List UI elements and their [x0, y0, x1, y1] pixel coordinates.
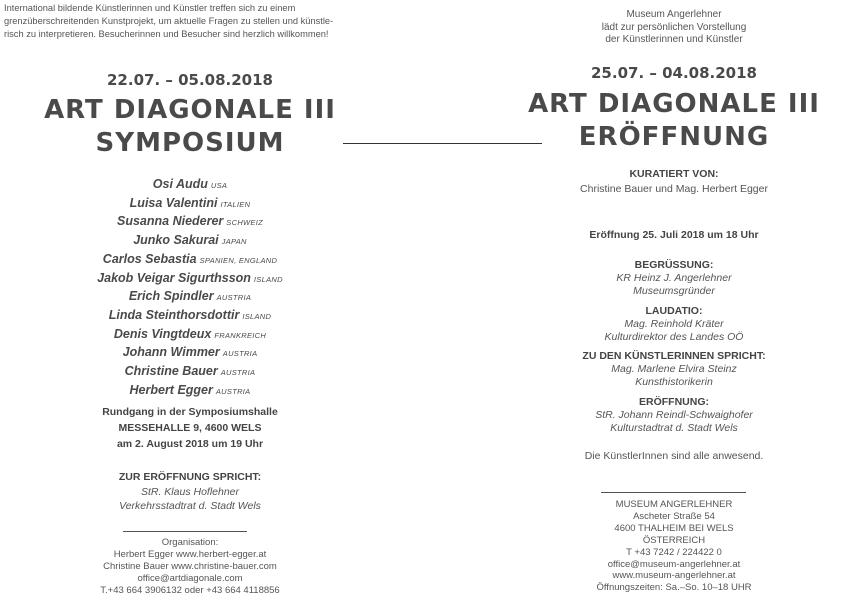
artist-name: Luisa Valentini	[129, 195, 218, 210]
opening-date-range: 25.07. – 04.08.2018	[591, 64, 757, 82]
artist-name: Erich Spindler	[128, 289, 214, 304]
invite-line: Museum Angerlehner	[626, 9, 722, 20]
opening-speaker	[40, 469, 340, 513]
section-line: StR. Johann Reindl-Schwaighofer	[595, 409, 753, 421]
section-line: Kunsthistorikerin	[635, 375, 713, 388]
invitation-text	[574, 9, 774, 47]
artist-name: Christine Bauer	[124, 364, 218, 379]
org-line: Herbert Egger www.herbert-egger.at	[113, 549, 267, 560]
divider	[601, 492, 746, 493]
org-email: office@artdiagonale.com	[137, 573, 243, 584]
org-line: Christine Bauer www.christine-bauer.com	[103, 561, 277, 572]
section-heading: ZU DEN KÜNSTLERINNEN SPRICHT:	[582, 350, 766, 362]
artist-name: Susanna Niederer	[117, 214, 224, 229]
opening-title-line1: ART DIAGONALE III	[528, 89, 820, 119]
museum-country: ÖSTERREICH	[642, 534, 706, 546]
tour-line: Rundgang in der Symposiumshalle	[102, 406, 278, 418]
artist-country: AUSTRIA	[215, 386, 251, 396]
artist-item	[60, 176, 320, 195]
artist-name: Johann Wimmer	[122, 345, 220, 360]
artist-name: Denis Vingtdeux	[113, 326, 212, 341]
intro-text	[4, 2, 366, 41]
artist-country: ITALIEN	[220, 199, 251, 209]
section-line: Mag. Marlene Elvira Steinz	[611, 363, 737, 375]
museum-city: 4600 THALHEIM BEI WELS	[614, 522, 734, 534]
opening-role: Verkehrsstadtrat d. Stadt Wels	[119, 500, 261, 512]
artist-item	[60, 288, 320, 307]
opening-section	[544, 395, 804, 434]
museum-phone: T +43 7242 / 224422 0	[626, 546, 722, 558]
artist-country: USA	[210, 181, 228, 190]
symposium-date: 22.07. – 05.08.2018	[107, 71, 273, 89]
artist-name: Herbert Egger	[129, 382, 213, 397]
org-phone: T.+43 664 3906132 oder +43 664 4118856	[100, 585, 280, 596]
curated-names: Christine Bauer und Mag. Herbert Egger	[580, 183, 768, 195]
welcome-section	[544, 258, 804, 297]
artist-item	[60, 232, 320, 251]
artist-name: Jakob Veigar Sigurthsson	[97, 270, 251, 285]
invite-line: lädt zur persönlichen Vorstellung	[601, 21, 747, 33]
artist-name: Osi Audu	[152, 177, 208, 191]
artist-item	[60, 307, 320, 326]
section-heading: BEGRÜSSUNG:	[634, 259, 714, 271]
museum-contact	[574, 499, 774, 594]
intro-line: International bildende Künstlerinnen und Künstler treffen sich zu einem	[4, 3, 296, 13]
section-line: KR Heinz J. Angerlehner	[616, 272, 732, 284]
artist-name: Junko Sakurai	[133, 233, 219, 248]
section-heading: LAUDATIO:	[645, 305, 703, 317]
center-divider	[343, 143, 542, 144]
section-line: Mag. Reinhold Kräter	[624, 318, 724, 330]
artist-name: Linda Steinthorsdottir	[108, 307, 240, 322]
tour-line: am 2. August 2018 um 19 Uhr	[116, 438, 264, 450]
artist-list	[60, 176, 320, 400]
opening-date: Eröffnung 25. Juli 2018 um 18 Uhr	[589, 229, 759, 241]
intro-line: grenzüberschreitenden Kunstprojekt, um aktuelle Fragen zu stellen und künstle-	[4, 16, 334, 26]
opening-title-line2: ERÖFFNUNG	[578, 122, 770, 152]
invite-line: der Künstlerinnen und Künstler	[605, 34, 743, 45]
laudatio-section	[544, 304, 804, 343]
tour-info	[40, 404, 340, 452]
symposium-title-line2: SYMPOSIUM	[95, 128, 285, 158]
artist-country: ISLAND	[253, 274, 283, 284]
artist-country: SPANIEN, ENGLAND	[199, 255, 278, 265]
artist-item	[60, 251, 320, 270]
opening-heading: ZUR ERÖFFNUNG SPRICHT:	[118, 471, 262, 483]
section-heading: ERÖFFNUNG:	[639, 396, 709, 408]
artist-name: Carlos Sebastia	[102, 251, 197, 266]
artist-country: AUSTRIA	[222, 349, 258, 359]
artist-item	[60, 363, 320, 382]
opening-name: StR. Klaus Hoflehner	[140, 486, 240, 498]
museum-name: MUSEUM ANGERLEHNER	[615, 499, 733, 510]
artist-country: ISLAND	[242, 311, 272, 321]
museum-hours: Öffnungszeiten: Sa.–So. 10–18 UHR	[596, 582, 752, 594]
artist-country: FRANKREICH	[214, 330, 267, 340]
artist-item	[60, 344, 320, 363]
artist-item	[60, 326, 320, 345]
artist-item	[60, 195, 320, 214]
museum-address: Ascheter Straße 54	[633, 510, 715, 522]
artist-country: AUSTRIA	[220, 368, 256, 378]
museum-web: www.museum-angerlehner.at	[612, 570, 736, 582]
museum-email: office@museum-angerlehner.at	[607, 558, 741, 570]
curated-heading: KURATIERT VON:	[629, 168, 719, 180]
artist-item	[60, 270, 320, 289]
divider	[123, 531, 247, 532]
artist-country: AUSTRIA	[216, 293, 252, 303]
symposium-title-line1: ART DIAGONALE III	[44, 95, 336, 125]
organisation-block	[40, 537, 340, 597]
artist-item	[60, 213, 320, 232]
attendance-note: Die KünstlerInnen sind alle anwesend.	[584, 450, 764, 462]
section-line: Kulturstadtrat d. Stadt Wels	[610, 421, 738, 434]
section-line: Museumsgründer	[633, 284, 715, 297]
org-heading: Organisation:	[161, 537, 219, 548]
intro-line: risch zu interpretieren. Besucherinnen und Besucher sind herzlich willkommen!	[4, 29, 329, 39]
speaker-section	[544, 349, 804, 388]
section-line: Kulturdirektor des Landes OÖ	[604, 330, 744, 343]
tour-line: MESSEHALLE 9, 4600 WELS	[118, 422, 262, 434]
artist-item	[60, 382, 320, 401]
artist-country: JAPAN	[221, 237, 247, 247]
artist-country: SCHWEIZ	[226, 218, 263, 228]
